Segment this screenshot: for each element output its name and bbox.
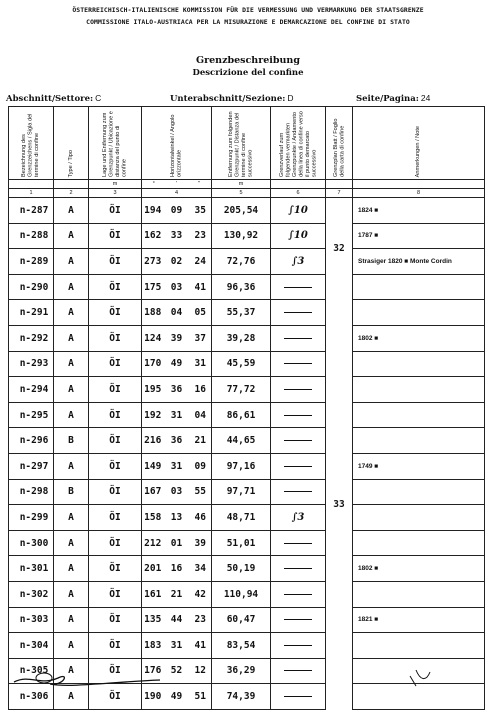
type-cell: A: [54, 198, 89, 224]
angle-cell: 124 39 37: [142, 325, 212, 351]
lage-cell: ÖI: [89, 428, 142, 454]
angle-cell: 194 09 35: [142, 198, 212, 224]
note-cell: [353, 274, 485, 300]
table-row: [9, 633, 485, 659]
distance-cell: 130,92: [212, 223, 271, 249]
type-cell: A: [54, 633, 89, 659]
angle-cell: 183 31 41: [142, 633, 212, 659]
table-row: [9, 249, 485, 275]
grenzverlauf-cell: [271, 377, 326, 403]
unit-distance: m: [212, 180, 271, 189]
lage-cell: ÖI: [89, 684, 142, 710]
table-row: [9, 377, 485, 403]
sigla-cell: n-305: [9, 658, 54, 684]
lage-cell: ÖI: [89, 633, 142, 659]
angle-cell: 175 03 41: [142, 274, 212, 300]
type-cell: A: [54, 505, 89, 531]
sigla-cell: n-288: [9, 223, 54, 249]
distance-cell: 55,37: [212, 300, 271, 326]
line-dash: [284, 619, 312, 620]
table-row: [9, 402, 485, 428]
angle-cell: 149 31 09: [142, 453, 212, 479]
line-dash: [284, 440, 312, 441]
grenzverlauf-cell: [271, 402, 326, 428]
note-cell: [353, 428, 485, 454]
grenzverlauf-cell: ∫10: [271, 223, 326, 249]
unit-lage: m: [89, 180, 142, 189]
table-row: [9, 607, 485, 633]
unterabschnitt-value: D: [287, 93, 294, 103]
distance-cell: 60,47: [212, 607, 271, 633]
table-row: [9, 428, 485, 454]
note-cell: [353, 402, 485, 428]
lage-cell: ÖI: [89, 223, 142, 249]
type-cell: A: [54, 581, 89, 607]
grenzverlauf-cell: ∫3: [271, 505, 326, 531]
line-dash: [284, 543, 312, 544]
sigla-cell: n-292: [9, 325, 54, 351]
lage-cell: ÖI: [89, 556, 142, 582]
lage-cell: ÖI: [89, 377, 142, 403]
grenzverlauf-cell: [271, 556, 326, 582]
column-number-row: 1 2 3 4 5 6 7 8: [9, 189, 485, 198]
note-cell: 1802 ■: [353, 325, 485, 351]
lage-cell: ÖI: [89, 607, 142, 633]
table-row: [9, 530, 485, 556]
header-distance: Entfernung zum folgenden Grenzpunkt / Distanza del termine di confine successivo: [212, 107, 271, 180]
table-row: [9, 556, 485, 582]
line-dash: [284, 312, 312, 313]
header-grenzverlauf: Grenzverlauf zum folgenden vermarkten Grenzpunkte / Andamento della linea di confine verso il punto demarcato successivo: [271, 107, 326, 180]
sigla-cell: n-301: [9, 556, 54, 582]
distance-cell: 97,16: [212, 453, 271, 479]
distance-cell: 48,71: [212, 505, 271, 531]
angle-cell: 190 49 51: [142, 684, 212, 710]
header-sigla: Bezeichnung des Grenzzeichens / Sigla del termine di confine: [9, 107, 54, 180]
note-cell: 1749 ■: [353, 453, 485, 479]
note-cell: [353, 351, 485, 377]
distance-cell: 96,36: [212, 274, 271, 300]
line-dash: [284, 645, 312, 646]
sigla-cell: n-290: [9, 274, 54, 300]
line-dash: [284, 491, 312, 492]
lage-cell: ÖI: [89, 325, 142, 351]
grenzverlauf-cell: ∫10: [271, 198, 326, 224]
note-cell: Strasiger 1820 ■ Monte Cordin: [353, 249, 485, 275]
type-cell: A: [54, 377, 89, 403]
lage-cell: ÖI: [89, 351, 142, 377]
grenzverlauf-cell: [271, 300, 326, 326]
sigla-cell: n-300: [9, 530, 54, 556]
blatt-cell: 33: [326, 300, 353, 710]
angle-cell: 273 02 24: [142, 249, 212, 275]
distance-cell: 39,28: [212, 325, 271, 351]
sigla-cell: n-296: [9, 428, 54, 454]
angle-cell: 167 03 55: [142, 479, 212, 505]
grenzverlauf-cell: [271, 351, 326, 377]
angle-cell: 195 36 16: [142, 377, 212, 403]
grenzverlauf-cell: [271, 274, 326, 300]
grenzverlauf-cell: [271, 607, 326, 633]
table-row: [9, 198, 485, 224]
grenzverlauf-cell: [271, 428, 326, 454]
table-row: [9, 479, 485, 505]
seite-value: 24: [420, 93, 431, 103]
header-angle: Horizontalwinkel / Angolo orizzontale: [142, 107, 212, 180]
type-cell: B: [54, 479, 89, 505]
table-row: [9, 300, 485, 326]
line-dash: [284, 466, 312, 467]
angle-cell: 162 33 23: [142, 223, 212, 249]
table-row: [9, 223, 485, 249]
table-row: [9, 505, 485, 531]
sigla-cell: n-303: [9, 607, 54, 633]
angle-cell: 176 52 12: [142, 658, 212, 684]
sigla-cell: n-291: [9, 300, 54, 326]
angle-cell: 188 04 05: [142, 300, 212, 326]
type-cell: A: [54, 223, 89, 249]
type-cell: A: [54, 556, 89, 582]
header-type: Type / Tipo: [54, 107, 89, 180]
boundary-table: [8, 106, 485, 710]
header-lage: Lage und Entfernung zum Grenzpunkt / Ubicazione e distanza del punto di confine: [89, 107, 142, 180]
type-cell: A: [54, 249, 89, 275]
type-cell: A: [54, 607, 89, 633]
angle-cell: 135 44 23: [142, 607, 212, 633]
line-dash: [284, 287, 312, 288]
table-row: [9, 325, 485, 351]
page-title-it: Descrizione del confine: [192, 68, 304, 78]
distance-cell: 36,29: [212, 658, 271, 684]
sigla-cell: n-297: [9, 453, 54, 479]
line-dash: [284, 338, 312, 339]
note-cell: 1824 ■: [353, 198, 485, 224]
distance-cell: 45,59: [212, 351, 271, 377]
blatt-cell: 32: [326, 198, 353, 300]
note-cell: [353, 300, 485, 326]
grenzverlauf-cell: [271, 530, 326, 556]
abschnitt-field: [6, 93, 101, 104]
note-cell: 1802 ■: [353, 556, 485, 582]
grenzverlauf-cell: [271, 453, 326, 479]
type-cell: A: [54, 402, 89, 428]
lage-cell: ÖI: [89, 453, 142, 479]
line-dash: [284, 389, 312, 390]
sigla-cell: n-294: [9, 377, 54, 403]
sigla-cell: n-302: [9, 581, 54, 607]
type-cell: A: [54, 325, 89, 351]
line-dash: [284, 696, 312, 697]
commission-header-de: ÖSTERREICHISCH-ITALIENISCHE KOMMISSION FÜR DIE VERMESSUNG UND VERMARKUNG DER STAATSGRENZE: [72, 6, 424, 14]
distance-cell: 83,54: [212, 633, 271, 659]
note-cell: [353, 377, 485, 403]
lage-cell: ÖI: [89, 658, 142, 684]
handwritten-signature: [0, 666, 496, 690]
lage-cell: ÖI: [89, 530, 142, 556]
lage-cell: ÖI: [89, 300, 142, 326]
lage-cell: ÖI: [89, 198, 142, 224]
grenzverlauf-cell: ∫3: [271, 249, 326, 275]
note-cell: [353, 633, 485, 659]
unit-angle: ° ' ": [142, 180, 212, 189]
angle-cell: 170 49 31: [142, 351, 212, 377]
lage-cell: ÖI: [89, 505, 142, 531]
type-cell: A: [54, 658, 89, 684]
grenzverlauf-cell: [271, 633, 326, 659]
lage-cell: ÖI: [89, 274, 142, 300]
line-dash: [284, 568, 312, 569]
distance-cell: 97,71: [212, 479, 271, 505]
sigla-cell: n-295: [9, 402, 54, 428]
sigla-cell: n-289: [9, 249, 54, 275]
table-row: [9, 581, 485, 607]
grenzverlauf-cell: [271, 479, 326, 505]
lage-cell: ÖI: [89, 402, 142, 428]
type-cell: A: [54, 274, 89, 300]
abschnitt-value: C: [95, 93, 102, 103]
note-cell: 1787 ■: [353, 223, 485, 249]
line-dash: [284, 594, 312, 595]
lage-cell: ÖI: [89, 479, 142, 505]
distance-cell: 72,76: [212, 249, 271, 275]
type-cell: B: [54, 428, 89, 454]
grenzverlauf-cell: [271, 581, 326, 607]
type-cell: A: [54, 530, 89, 556]
angle-cell: 192 31 04: [142, 402, 212, 428]
sigla-cell: n-293: [9, 351, 54, 377]
distance-cell: 50,19: [212, 556, 271, 582]
distance-cell: 74,39: [212, 684, 271, 710]
type-cell: A: [54, 300, 89, 326]
seite-field: [356, 93, 430, 104]
distance-cell: 86,61: [212, 402, 271, 428]
note-cell: [353, 530, 485, 556]
note-cell: [353, 505, 485, 531]
distance-cell: 77,72: [212, 377, 271, 403]
type-cell: A: [54, 351, 89, 377]
note-cell: [353, 581, 485, 607]
angle-cell: 201 16 34: [142, 556, 212, 582]
type-cell: A: [54, 684, 89, 710]
sigla-cell: n-299: [9, 505, 54, 531]
grenzverlauf-cell: [271, 325, 326, 351]
header-blatt: Grenzplan Blatt / Foglio della carta di confine: [326, 107, 353, 180]
angle-cell: 158 13 46: [142, 505, 212, 531]
unterabschnitt-field: [170, 93, 294, 104]
sigla-cell: n-298: [9, 479, 54, 505]
table-row: [9, 351, 485, 377]
table-row: [9, 274, 485, 300]
distance-cell: 44,65: [212, 428, 271, 454]
table-row: [9, 453, 485, 479]
sigla-cell: n-304: [9, 633, 54, 659]
angle-cell: 161 21 42: [142, 581, 212, 607]
unterabschnitt-label: Unterabschnitt/Sezione:: [170, 94, 286, 104]
distance-cell: 51,01: [212, 530, 271, 556]
distance-cell: 205,54: [212, 198, 271, 224]
sigla-cell: n-306: [9, 684, 54, 710]
note-cell: [353, 479, 485, 505]
type-cell: A: [54, 453, 89, 479]
abschnitt-label: Abschnitt/Settore:: [6, 94, 94, 104]
sigla-cell: n-287: [9, 198, 54, 224]
line-dash: [284, 415, 312, 416]
lage-cell: ÖI: [89, 249, 142, 275]
line-dash: [284, 363, 312, 364]
header-notes: Anmerkungen / Note: [353, 107, 485, 180]
commission-header-it: COMMISSIONE ITALO-AUSTRIACA PER LA MISURAZIONE E DEMARCAZIONE DEL CONFINE DI STATO: [86, 18, 410, 26]
angle-cell: 216 36 21: [142, 428, 212, 454]
distance-cell: 110,94: [212, 581, 271, 607]
lage-cell: ÖI: [89, 581, 142, 607]
seite-label: Seite/Pagina:: [356, 94, 419, 104]
angle-cell: 212 01 39: [142, 530, 212, 556]
note-cell: 1821 ■: [353, 607, 485, 633]
page-title-de: Grenzbeschreibung: [196, 55, 300, 66]
